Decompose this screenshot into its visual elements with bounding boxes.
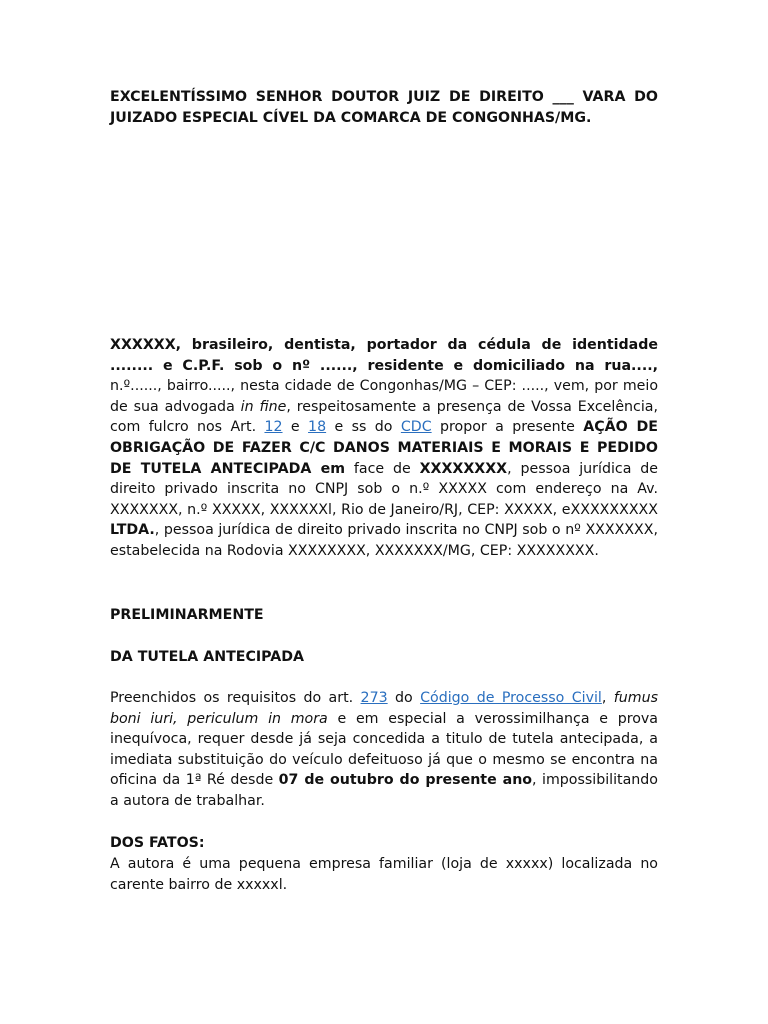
tutela-text: , [601,690,614,706]
qualification-text: , respeitosamente a presença de Vossa Excelência, com fulcro nos Art. [110,398,658,436]
link-cpc[interactable]: Código de Processo Civil [420,690,602,706]
heading-line-1: EXCELENTÍSSIMO SENHOR DOUTOR JUIZ DE DIREITO ___ VARA DO [110,89,658,105]
link-art-273[interactable]: 273 [360,690,388,706]
fatos-paragraph: A autora é uma pequena empresa familiar (loja de xxxxx) localizada no carente bairro de xxxxxl. [110,856,658,893]
qualification-paragraph [110,335,658,562]
tutela-title: DA TUTELA ANTECIPADA [110,649,304,665]
tutela-text: Preenchidos os requisitos do art. [110,690,361,706]
preliminary-title: PRELIMINARMENTE [110,607,264,623]
heading-line-2: JUIZADO ESPECIAL CÍVEL DA COMARCA DE CONGONHAS/MG. [110,109,592,126]
qualification-text: e ss do [326,419,401,436]
qualification-text: , pessoa jurídica de direito privado inscrita no CNPJ sob o nº XXXXXXX, estabelecida na Rodovia XXXXXXXX, XXXXXXX/MG, CEP: XXXXXXXX. [110,522,658,559]
qualification-text: propor a presente [431,419,584,436]
in-fine-text: in fine [240,398,287,415]
plaintiff-qualification: XXXXXX, brasileiro, dentista, portador da cédula de identidade ........ e C.P.F. sob o nº ......, residente e domiciliado na rua...., [110,337,658,374]
tutela-text: do [387,690,421,706]
qualification-text: n.º......, bairro....., nesta cidade de Congonhas/MG – CEP: ....., vem, por meio de sua advogada [110,378,658,415]
petition-heading [110,87,658,128]
fatos-title: DOS FATOS: [110,835,205,851]
date-text: 07 de outubro do presente ano [278,772,533,789]
qualification-text: face de [345,460,420,477]
tutela-text: , impossibilitando a autora de trabalhar. [110,772,658,809]
latin-expression: fumus boni iuri, periculum in mora [110,690,658,727]
action-title: AÇÃO DE OBRIGAÇÃO DE FAZER C/C DANOS MATERIAIS E MORAIS E PEDIDO DE TUTELA ANTECIPADA em [110,419,658,477]
tutela-paragraph [110,688,658,812]
tutela-text: e em especial a verossimilhança e prova inequívoca, requer desde já seja concedida a titulo de tutela antecipada, a imediata substituição do veículo defeituoso já que o mesmo se encontra na oficina da 1ª Ré desde [110,710,658,789]
qualification-text: , pessoa jurídica de direito privado inscrita no CNPJ sob o n.º XXXXX com endereço na Av. XXXXXXX, n.º XXXXX, XXXXXXl, Rio de Janeiro/RJ, CEP: XXXXX, eXXXXXXXXX [110,460,658,518]
ltda-text: LTDA. [110,522,155,539]
defendant-name: XXXXXXXX [419,460,508,477]
link-art-12[interactable]: 12 [264,419,283,436]
link-cdc[interactable]: CDC [400,419,432,436]
qualification-text: e [282,419,309,436]
link-art-18[interactable]: 18 [308,419,327,436]
